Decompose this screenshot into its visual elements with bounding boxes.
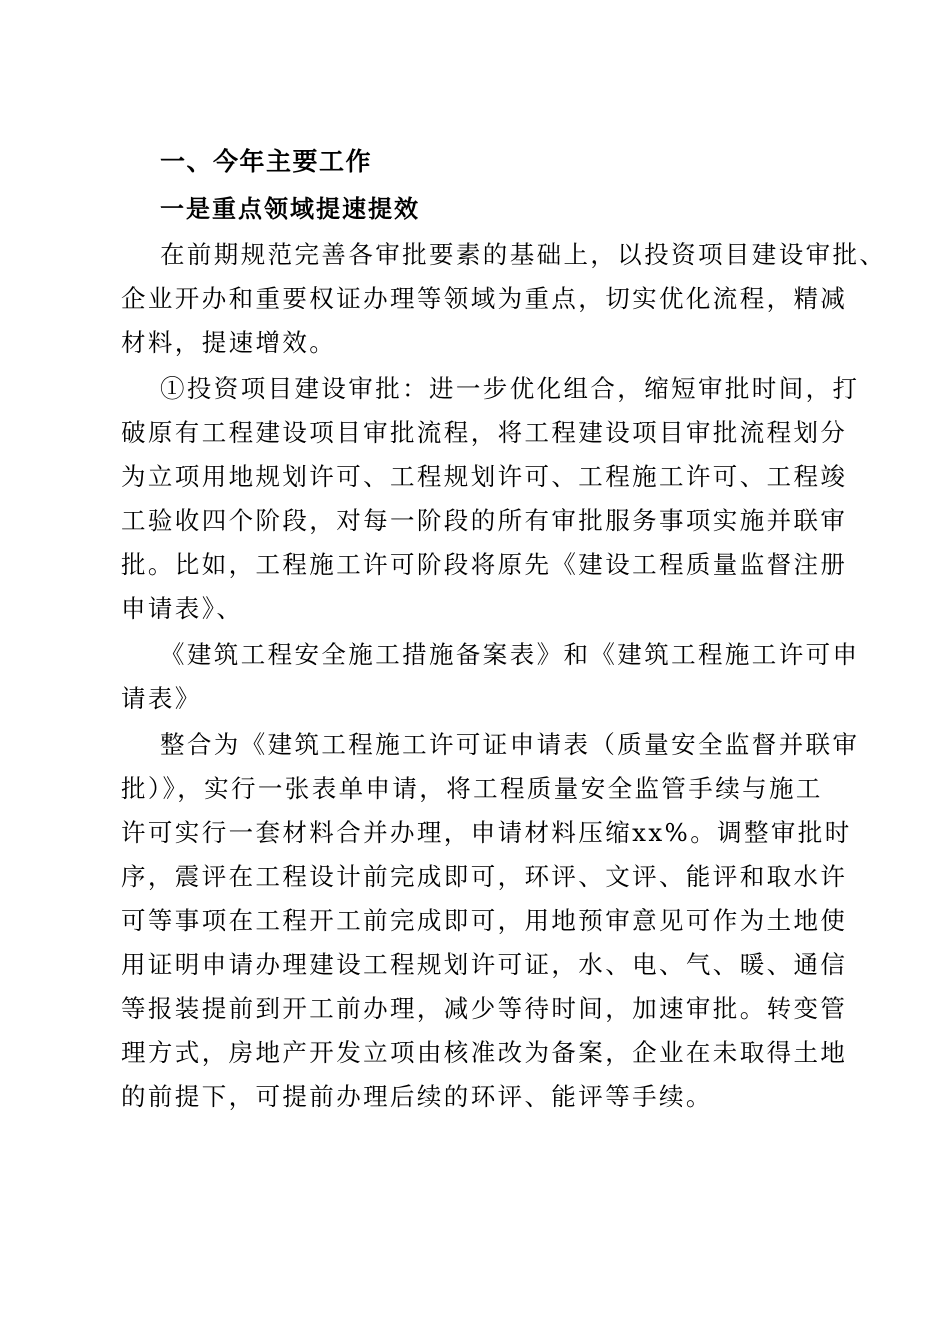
text-line: 的前提下，可提前办理后续的环评、能评等手续。 — [121, 1082, 713, 1111]
text-line: 批）》，实行一张表单申请，将工程质量安全监管手续与施工 — [121, 774, 823, 803]
text-line: 等报装提前到开工前办理，减少等待时间，加速审批。转变管 — [121, 994, 848, 1023]
text-line: 许可实行一套材料合并办理，申请材料压缩xx%。调整审批时 — [121, 818, 852, 847]
section-heading: 一、今年主要工作 — [160, 147, 373, 176]
text-line: 批。比如，工程施工许可阶段将原先《建设工程质量监督注册 — [121, 550, 848, 579]
text-line: 为立项用地规划许可、工程规划许可、工程施工许可、工程竣 — [121, 462, 848, 491]
text-line: 整合为《建筑工程施工许可证申请表（质量安全监督并联审 — [160, 730, 860, 759]
text-line: 申请表》、 — [121, 594, 244, 623]
text-line: 企业开办和重要权证办理等领域为重点，切实优化流程，精减 — [121, 284, 848, 313]
text-line: 《建筑工程安全施工措施备案表》和《建筑工程施工许可申 — [160, 640, 860, 669]
text-line: 破原有工程建设项目审批流程，将工程建设项目审批流程划分 — [121, 418, 848, 447]
text-line: 用证明申请办理建设工程规划许可证，水、电、气、暖、通信 — [121, 950, 848, 979]
text-line: 材料，提速增效。 — [121, 328, 337, 357]
subsection-heading: 一是重点领域提速提效 — [160, 194, 420, 223]
text-line: 工验收四个阶段，对每一阶段的所有审批服务事项实施并联审 — [121, 506, 848, 535]
text-line: 理方式，房地产开发立项由核准改为备案，企业在未取得土地 — [121, 1038, 848, 1067]
text-line: 在前期规范完善各审批要素的基础上，以投资项目建设审批、 — [160, 240, 887, 269]
text-line: 请表》 — [121, 684, 202, 713]
text-line: 序，震评在工程设计前完成即可，环评、文评、能评和取水许 — [121, 862, 848, 891]
text-line: 可等事项在工程开工前完成即可，用地预审意见可作为土地使 — [121, 906, 848, 935]
text-line: ①投资项目建设审批：进一步优化组合，缩短审批时间，打 — [160, 374, 860, 403]
